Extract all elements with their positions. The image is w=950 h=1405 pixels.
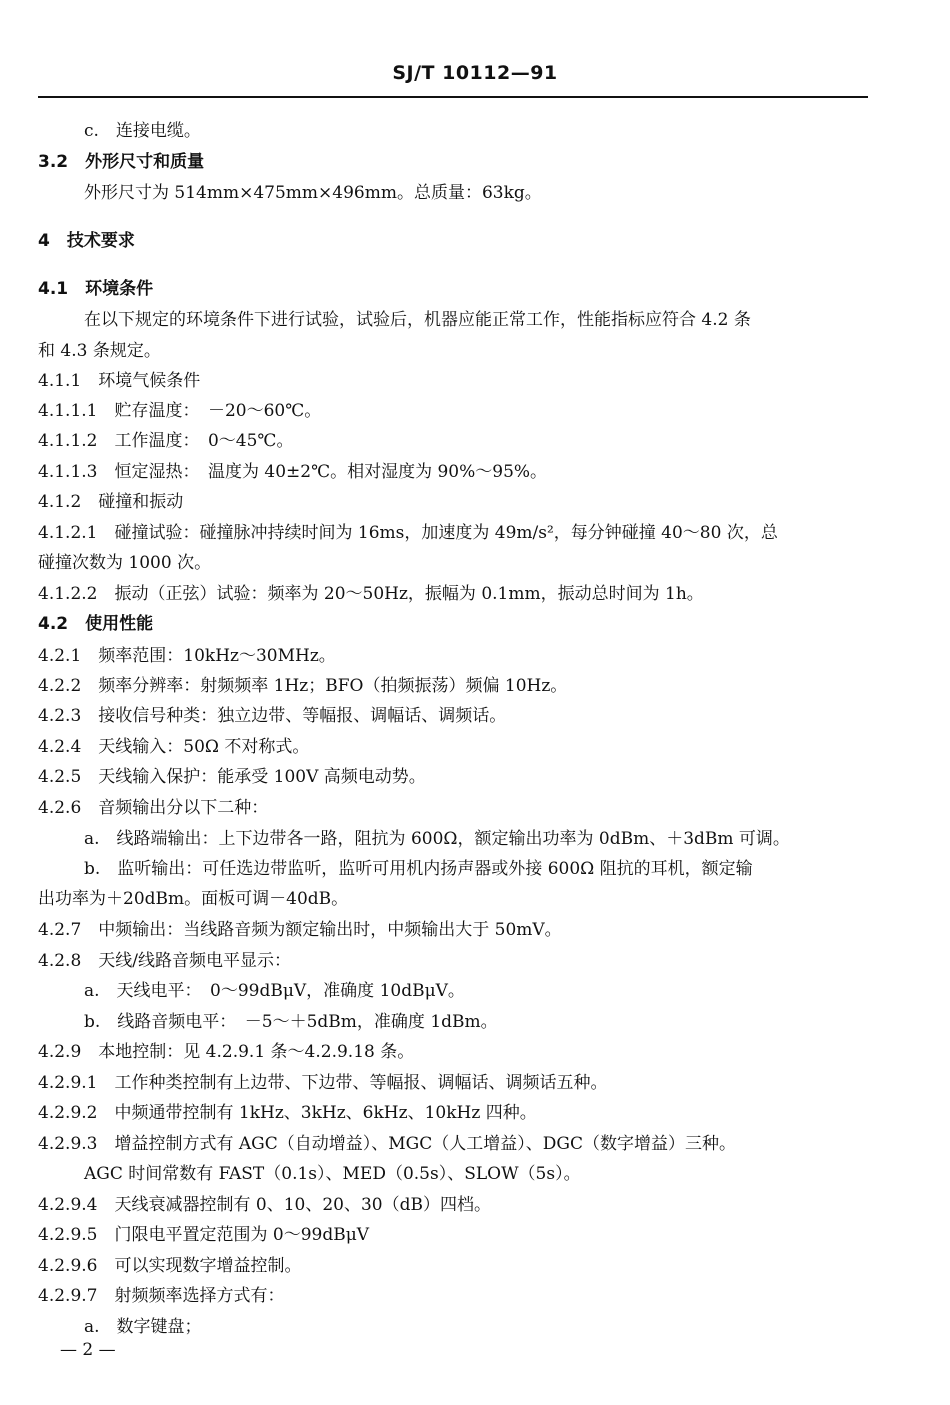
paragraph-continuation: AGC 时间常数有 FAST（0.1s）、MED（0.5s）、SLOW（5s）。	[84, 1164, 581, 1184]
clause-4-2-9-6: 4.2.9.6 可以实现数字增益控制。	[38, 1256, 302, 1276]
list-item-a: a. 天线电平： 0～99dBμV，准确度 10dBμV。	[84, 981, 465, 1001]
clause-4-2-9-3: 4.2.9.3 增益控制方式有 AGC（自动增益）、MGC（人工增益）、DGC（数字增益）三种。	[38, 1134, 736, 1154]
clause-4-1-2-1: 4.1.2.1 碰撞试验：碰撞脉冲持续时间为 16ms，加速度为 49m/s²，每分钟碰撞 40～80 次，总	[38, 523, 778, 543]
section-4-2-heading: 4.2 使用性能	[38, 614, 154, 634]
clause-4-2-9: 4.2.9 本地控制：见 4.2.9.1 条～4.2.9.18 条。	[38, 1042, 415, 1062]
clause-4-2-9-5: 4.2.9.5 门限电平置定范围为 0～99dBμV	[38, 1225, 370, 1245]
paragraph: 外形尺寸为 514mm×475mm×496mm。总质量：63kg。	[84, 183, 542, 203]
paragraph: 在以下规定的环境条件下进行试验，试验后，机器应能正常工作，性能指标应符合 4.2 条	[84, 310, 751, 330]
clause-4-2-7: 4.2.7 中频输出：当线路音频为额定输出时，中频输出大于 50mV。	[38, 920, 562, 940]
clause-4-2-9-1: 4.2.9.1 工作种类控制有上边带、下边带、等幅报、调幅话、调频话五种。	[38, 1073, 608, 1093]
list-item-b: b. 监听输出：可任选边带监听，监听可用机内扬声器或外接 600Ω 阻抗的耳机，额定输	[84, 859, 753, 879]
page-header: SJ/T 10112—91	[392, 62, 558, 84]
clause-4-1-2: 4.1.2 碰撞和振动	[38, 492, 184, 512]
clause-4-2-9-7: 4.2.9.7 射频频率选择方式有：	[38, 1286, 285, 1306]
clause-4-2-1: 4.2.1 频率范围：10kHz～30MHz。	[38, 646, 336, 666]
clause-4-1-2-2: 4.1.2.2 振动（正弦）试验：频率为 20～50Hz，振幅为 0.1mm，振动总时间为 1h。	[38, 584, 704, 604]
section-3-2-heading: 3.2 外形尺寸和质量	[38, 152, 205, 172]
page-number: — 2 —	[60, 1340, 116, 1360]
clause-4-2-8: 4.2.8 天线/线路音频电平显示：	[38, 951, 291, 971]
clause-4-2-9-4: 4.2.9.4 天线衰减器控制有 0、10、20、30（dB）四档。	[38, 1195, 491, 1215]
paragraph-continuation: 出功率为＋20dBm。面板可调－40dB。	[38, 889, 349, 909]
clause-4-2-4: 4.2.4 天线输入：50Ω 不对称式。	[38, 737, 310, 757]
clause-4-1-1-3: 4.1.1.3 恒定湿热： 温度为 40±2℃。相对湿度为 90%～95%。	[38, 462, 548, 482]
section-4-1-heading: 4.1 环境条件	[38, 279, 154, 299]
section-4-heading: 4 技术要求	[38, 231, 135, 251]
clause-4-1-1: 4.1.1 环境气候条件	[38, 371, 201, 391]
clause-4-1-1-2: 4.1.1.2 工作温度： 0～45℃。	[38, 431, 294, 451]
clause-4-2-5: 4.2.5 天线输入保护：能承受 100V 高频电动势。	[38, 767, 426, 787]
clause-4-2-3: 4.2.3 接收信号种类：独立边带、等幅报、调幅话、调频话。	[38, 706, 507, 726]
clause-4-2-6: 4.2.6 音频输出分以下二种：	[38, 798, 269, 818]
list-item-a: a. 数字键盘；	[84, 1317, 202, 1337]
clause-4-2-9-2: 4.2.9.2 中频通带控制有 1kHz、3kHz、6kHz、10kHz 四种。	[38, 1103, 537, 1123]
paragraph-continuation: 碰撞次数为 1000 次。	[38, 553, 212, 573]
paragraph-continuation: 和 4.3 条规定。	[38, 341, 161, 361]
list-item-a: a. 线路端输出：上下边带各一路，阻抗为 600Ω，额定输出功率为 0dBm、＋3dBm 可调。	[84, 829, 790, 849]
clause-4-2-2: 4.2.2 频率分辨率：射频频率 1Hz；BFO（拍频振荡）频偏 10Hz。	[38, 676, 568, 696]
clause-4-1-1-1: 4.1.1.1 贮存温度： －20～60℃。	[38, 401, 322, 421]
list-item-c: c. 连接电缆。	[84, 121, 201, 141]
header-rule	[38, 96, 868, 98]
list-item-b: b. 线路音频电平： －5～＋5dBm，准确度 1dBm。	[84, 1012, 498, 1032]
